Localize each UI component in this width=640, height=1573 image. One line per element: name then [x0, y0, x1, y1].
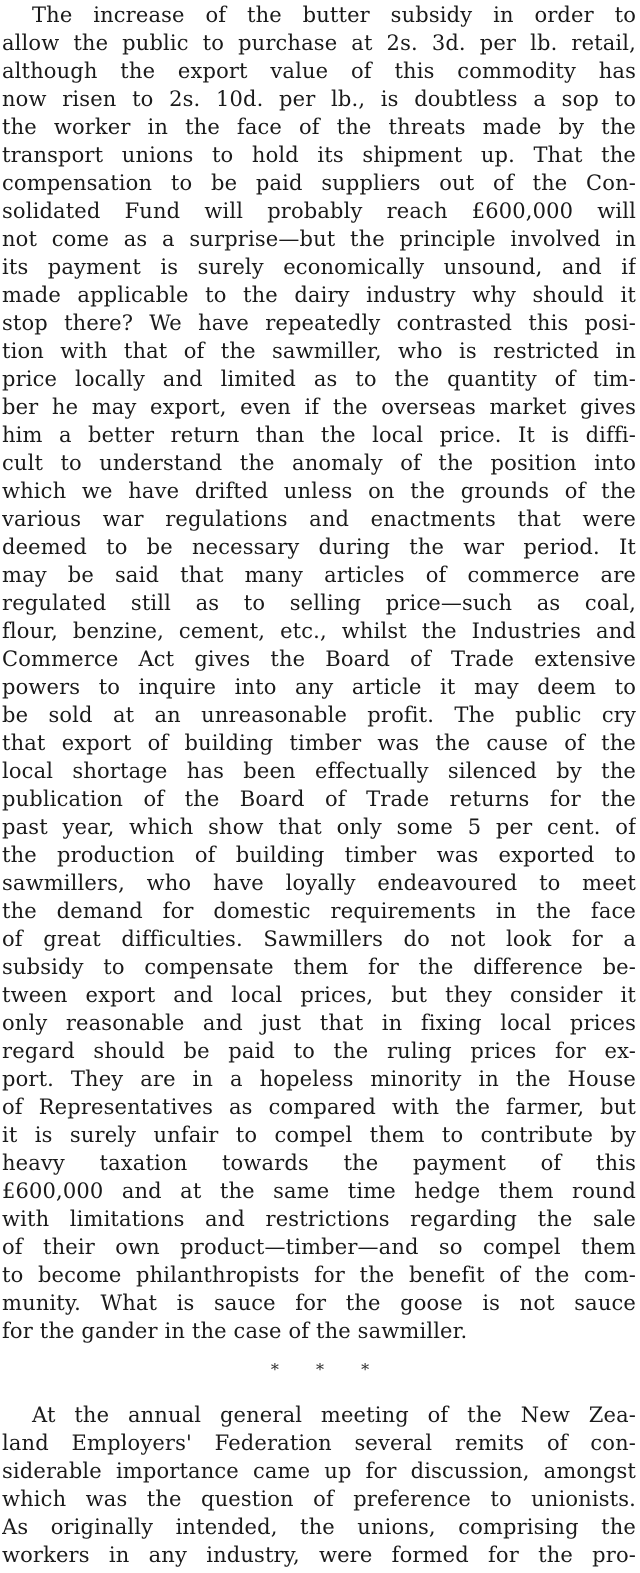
text-line: of Representatives as compared with the farmer, but — [2, 1095, 636, 1119]
text-line: Commerce Act gives the Board of Trade extensive — [2, 647, 636, 671]
text-line: compensation to be paid suppliers out of the Con- — [2, 171, 636, 195]
text-line: transport unions to hold its shipment up. That the — [2, 143, 636, 167]
text-line: although the export value of this commodity has — [2, 59, 636, 83]
text-line: made applicable to the dairy industry why should it — [2, 283, 636, 307]
text-line: allow the public to purchase at 2s. 3d. per lb. retail, — [2, 31, 636, 55]
text-line: munity. What is sauce for the goose is not sauce — [2, 1291, 636, 1315]
text-line: with limitations and restrictions regarding the sale — [2, 1207, 636, 1231]
text-line: port. They are in a hopeless minority in the House — [2, 1067, 636, 1091]
text-line: him a better return than the local price. It is diffi- — [2, 423, 636, 447]
text-line: siderable importance came up for discussion, amongst — [2, 1459, 636, 1483]
text-line: its payment is surely economically unsound, and if — [2, 255, 636, 279]
text-line: heavy taxation towards the payment of this — [2, 1151, 636, 1175]
text-line: At the annual general meeting of the New Zea- — [32, 1403, 636, 1427]
text-line: only reasonable and just that in fixing local prices — [2, 1011, 636, 1035]
text-line: publication of the Board of Trade returns for the — [2, 787, 636, 811]
text-line: stop there? We have repeatedly contrasted this posi- — [2, 311, 636, 335]
text-line: solidated Fund will probably reach £600,000 will — [2, 199, 636, 223]
text-line: The increase of the butter subsidy in order to — [32, 3, 636, 27]
section-separator: * * * — [270, 1360, 370, 1379]
text-line: for the gander in the case of the sawmiller. — [2, 1319, 468, 1343]
text-line: now risen to 2s. 10d. per lb., is doubtless a sop to — [2, 87, 636, 111]
text-line: subsidy to compensate them for the difference be- — [2, 955, 636, 979]
text-line: workers in any industry, were formed for the pro- — [2, 1543, 636, 1567]
text-line: flour, benzine, cement, etc., whilst the Industries and — [2, 619, 636, 643]
text-line: be sold at an unreasonable profit. The public cry — [2, 703, 636, 727]
text-line: tion with that of the sawmiller, who is restricted in — [2, 339, 636, 363]
text-line: price locally and limited as to the quantity of tim- — [2, 367, 636, 391]
text-line: to become philanthropists for the benefit of the com- — [2, 1263, 636, 1287]
text-line: £600,000 and at the same time hedge them round — [2, 1179, 636, 1203]
text-line: various war regulations and enactments that were — [2, 507, 636, 531]
text-line: tween export and local prices, but they consider it — [2, 983, 636, 1007]
text-line: the demand for domestic requirements in the face — [2, 899, 636, 923]
text-line: may be said that many articles of commerce are — [2, 563, 636, 587]
text-line: the worker in the face of the threats made by the — [2, 115, 636, 139]
text-line: regard should be paid to the ruling prices for ex- — [2, 1039, 636, 1063]
text-line: sawmillers, who have loyally endeavoured to meet — [2, 871, 636, 895]
text-line: of their own product—timber—and so compel them — [2, 1235, 636, 1259]
text-line: local shortage has been effectually silenced by the — [2, 759, 636, 783]
text-line: As originally intended, the unions, comprising the — [2, 1515, 636, 1539]
text-line: the production of building timber was exported to — [2, 843, 636, 867]
text-line: powers to inquire into any article it may deem to — [2, 675, 636, 699]
text-line: ber he may export, even if the overseas market gives — [2, 395, 636, 419]
text-line: land Employers' Federation several remits of con- — [2, 1431, 636, 1455]
text-line: which we have drifted unless on the grounds of the — [2, 479, 636, 503]
text-line: not come as a surprise—but the principle involved in — [2, 227, 636, 251]
text-line: it is surely unfair to compel them to contribute by — [2, 1123, 636, 1147]
text-line: of great difficulties. Sawmillers do not look for a — [2, 927, 636, 951]
text-line: which was the question of preference to unionists. — [2, 1487, 636, 1511]
text-line: cult to understand the anomaly of the position into — [2, 451, 636, 475]
text-line: that export of building timber was the cause of the — [2, 731, 636, 755]
text-line: deemed to be necessary during the war period. It — [2, 535, 636, 559]
text-line: past year, which show that only some 5 per cent. of — [2, 815, 636, 839]
text-line: regulated still as to selling price—such as coal, — [2, 591, 636, 615]
